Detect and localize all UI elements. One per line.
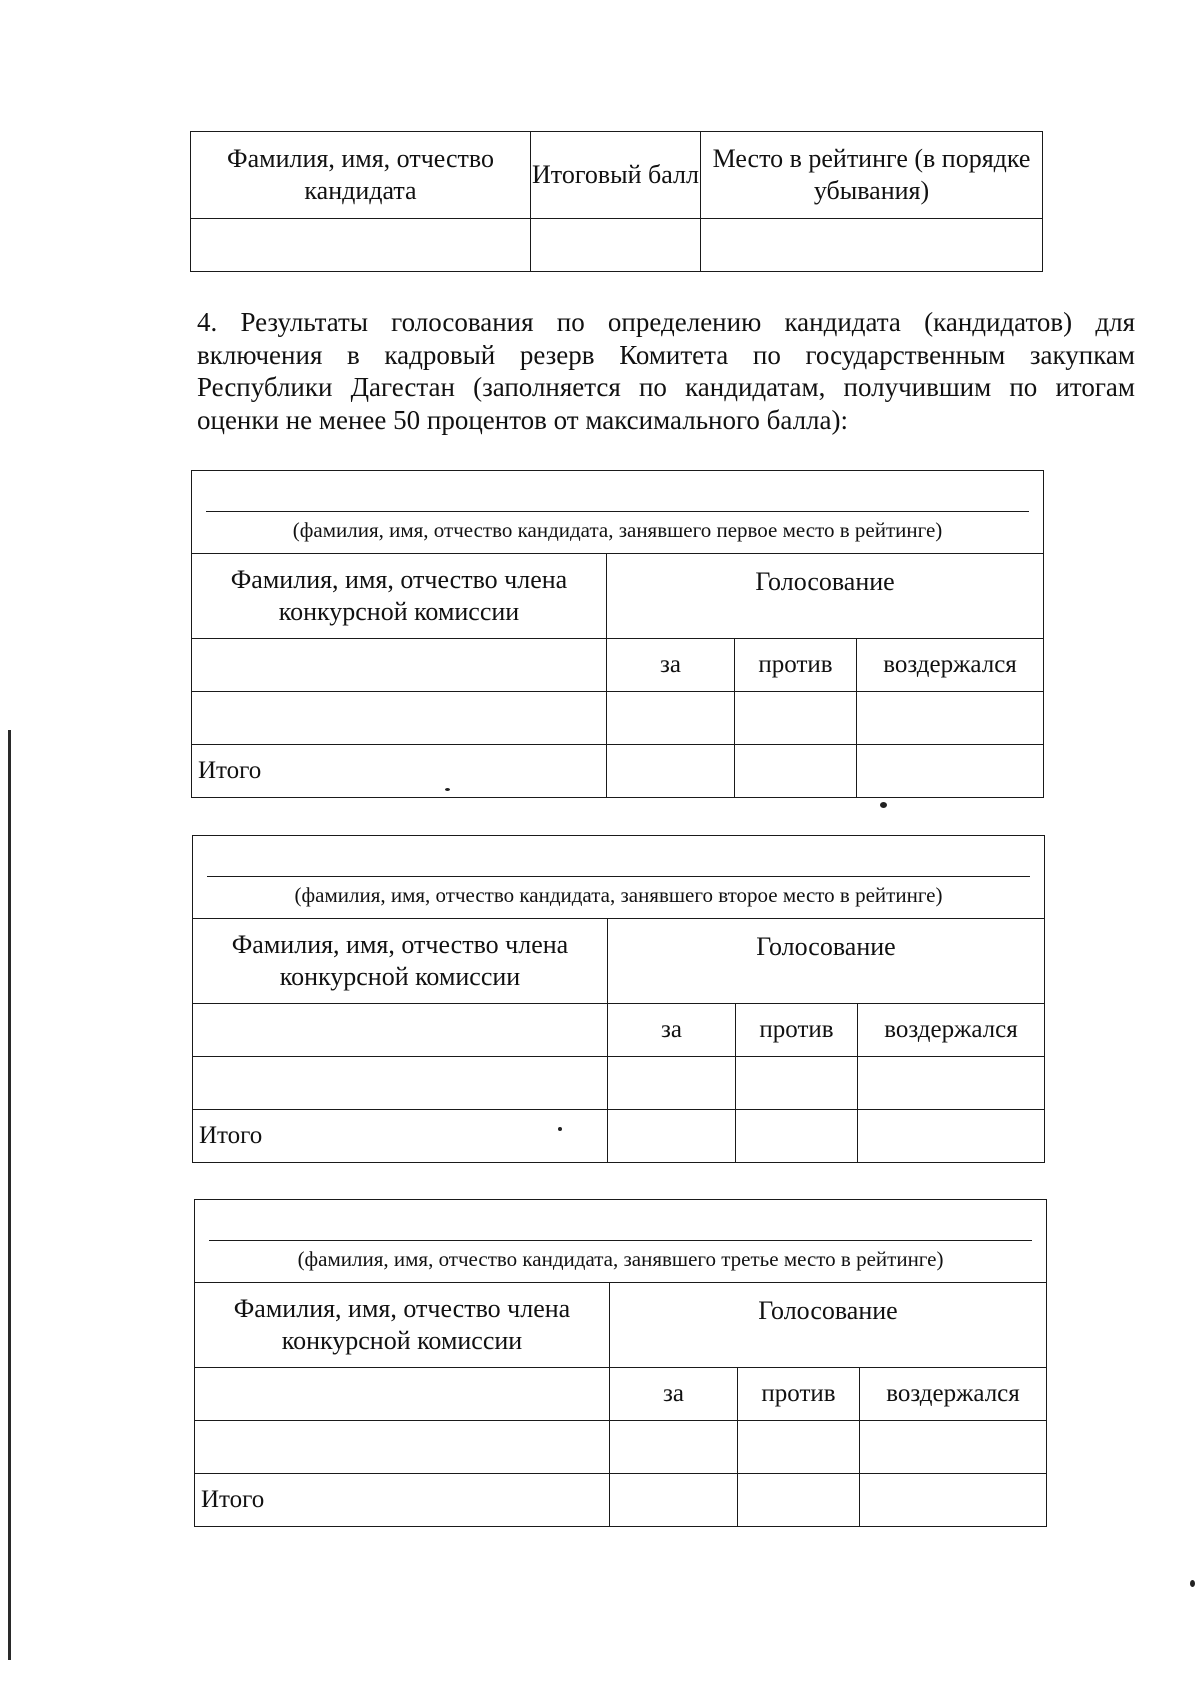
section-4-paragraph: 4. Результаты голосования по определению кандидата (кандидатов) для включения в кадровый резерв Комитета по государственным закупкам Республики Дагестан (заполняется по кандидатам, получившим по итогам оценки не менее 50 процентов от максимального балла): [197, 307, 1135, 435]
total-abstain-cell[interactable] [858, 1110, 1045, 1163]
vote-for-header: за [608, 1004, 736, 1057]
candidate-name-underline [207, 876, 1030, 877]
vote-against-header: против [735, 639, 857, 692]
member-name-blank [192, 639, 607, 692]
total-label: Итого [193, 1110, 608, 1163]
vote-against-header: против [738, 1368, 860, 1421]
vote-table-candidate-row [193, 836, 1045, 919]
vote-table-subheader-row [193, 1004, 1045, 1057]
vote-against-header: против [736, 1004, 858, 1057]
rating-cell-candidate-name[interactable] [191, 219, 531, 272]
total-label: Итого [192, 745, 607, 798]
member-name-cell[interactable] [195, 1421, 610, 1474]
vote-table-candidate-row [195, 1200, 1047, 1283]
vote-table-third-place [194, 1199, 1047, 1527]
vote-against-cell[interactable] [738, 1421, 860, 1474]
member-name-cell[interactable] [192, 692, 607, 745]
vote-table-subheader-row [192, 639, 1044, 692]
vote-for-header: за [607, 639, 735, 692]
scan-edge-mark [8, 730, 11, 1660]
member-name-header: Фамилия, имя, отчество члена конкурсной комиссии [193, 919, 608, 1004]
total-against-cell[interactable] [738, 1474, 860, 1527]
candidate-name-caption: (фамилия, имя, отчество кандидата, занявшего первое место в рейтинге) [292, 518, 943, 542]
table-row [193, 1057, 1045, 1110]
candidate-name-underline [209, 1240, 1032, 1241]
vote-against-cell[interactable] [736, 1057, 858, 1110]
vote-against-cell[interactable] [735, 692, 857, 745]
scan-speck [1190, 1580, 1195, 1587]
vote-table-header-row [192, 554, 1044, 639]
rating-header-final-score: Итоговый балл [531, 132, 701, 219]
rating-header-rank: Место в рейтинге (в порядке убывания) [701, 132, 1043, 219]
candidate-name-caption: (фамилия, имя, отчество кандидата, занявшего третье место в рейтинге) [297, 1247, 944, 1271]
vote-for-cell[interactable] [610, 1421, 738, 1474]
scan-speck [558, 1127, 562, 1131]
table-row [195, 1421, 1047, 1474]
total-for-cell[interactable] [610, 1474, 738, 1527]
member-name-header: Фамилия, имя, отчество члена конкурсной комиссии [195, 1283, 610, 1368]
table-row [192, 692, 1044, 745]
voting-header: Голосование [610, 1283, 1047, 1368]
member-name-cell[interactable] [193, 1057, 608, 1110]
vote-table-second-place [192, 835, 1045, 1163]
total-for-cell[interactable] [608, 1110, 736, 1163]
total-abstain-cell[interactable] [857, 745, 1044, 798]
total-abstain-cell[interactable] [860, 1474, 1047, 1527]
rating-header-candidate-name: Фамилия, имя, отчество кандидата [191, 132, 531, 219]
total-against-cell[interactable] [735, 745, 857, 798]
vote-table-header-row [195, 1283, 1047, 1368]
vote-table-header-row [193, 919, 1045, 1004]
candidate-name-underline [206, 511, 1029, 512]
rating-table [190, 131, 1043, 272]
vote-abstain-cell[interactable] [858, 1057, 1045, 1110]
total-label: Итого [195, 1474, 610, 1527]
rating-table-row [191, 219, 1043, 272]
vote-table-subheader-row [195, 1368, 1047, 1421]
vote-table-first-place [191, 470, 1044, 798]
candidate-name-field[interactable] [193, 836, 1045, 919]
voting-header: Голосование [608, 919, 1045, 1004]
rating-table-header-row [191, 132, 1043, 219]
scan-speck [445, 788, 450, 791]
vote-for-header: за [610, 1368, 738, 1421]
total-row [193, 1110, 1045, 1163]
rating-cell-final-score[interactable] [531, 219, 701, 272]
vote-table-candidate-row [192, 471, 1044, 554]
vote-abstain-header: воздержался [858, 1004, 1045, 1057]
rating-cell-rank[interactable] [701, 219, 1043, 272]
total-against-cell[interactable] [736, 1110, 858, 1163]
candidate-name-caption: (фамилия, имя, отчество кандидата, занявшего второе место в рейтинге) [294, 883, 943, 907]
vote-abstain-cell[interactable] [860, 1421, 1047, 1474]
member-name-blank [193, 1004, 608, 1057]
candidate-name-field[interactable] [195, 1200, 1047, 1283]
total-row [192, 745, 1044, 798]
scan-speck [880, 802, 887, 808]
candidate-name-field[interactable] [192, 471, 1044, 554]
vote-abstain-header: воздержался [860, 1368, 1047, 1421]
total-for-cell[interactable] [607, 745, 735, 798]
total-row [195, 1474, 1047, 1527]
vote-for-cell[interactable] [608, 1057, 736, 1110]
vote-abstain-cell[interactable] [857, 692, 1044, 745]
member-name-blank [195, 1368, 610, 1421]
voting-header: Голосование [607, 554, 1044, 639]
member-name-header: Фамилия, имя, отчество члена конкурсной комиссии [192, 554, 607, 639]
vote-for-cell[interactable] [607, 692, 735, 745]
vote-abstain-header: воздержался [857, 639, 1044, 692]
